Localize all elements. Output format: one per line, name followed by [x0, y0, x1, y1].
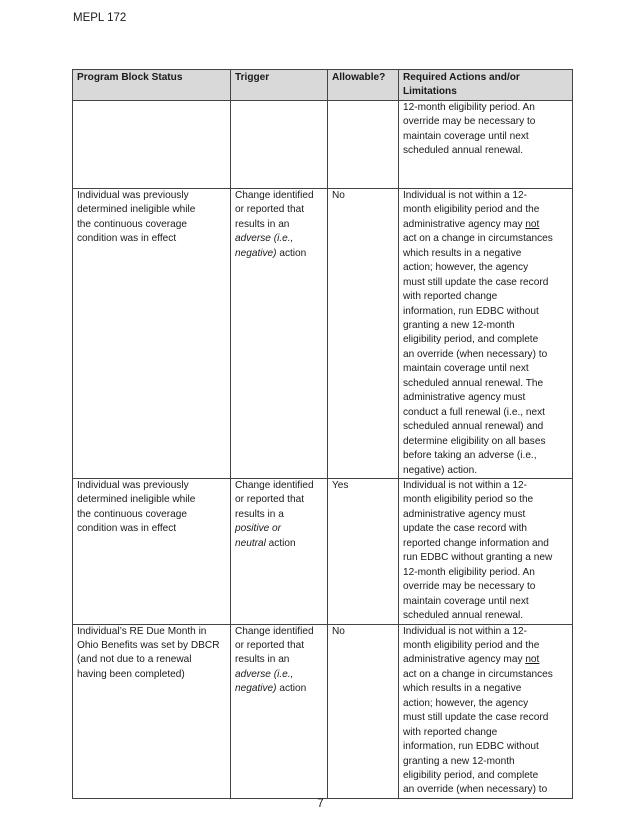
cell-trigger: [231, 100, 328, 188]
cell-allowable: [328, 100, 399, 188]
column-header-actions: Required Actions and/or Limitations: [399, 70, 573, 101]
cell-actions: [399, 188, 573, 478]
program-block-table: [72, 69, 573, 799]
cell-allowable: No: [328, 188, 399, 478]
cell-allowable: No: [328, 624, 399, 798]
column-header-status: Program Block Status: [73, 70, 231, 101]
trigger-emphasis: positive or neutral: [235, 523, 282, 549]
cell-status: Individual was previously determined ineligible while the continuous coverage condition was in effect: [73, 188, 231, 478]
trigger-text: Change identified or reported that results in an: [235, 625, 314, 666]
trigger-text-end: action: [276, 683, 307, 695]
cell-trigger: [231, 624, 328, 798]
table-header-row: [73, 70, 573, 101]
cell-trigger: [231, 188, 328, 478]
actions-underline: not: [525, 654, 540, 666]
actions-text-end: act on a change in circumstances which results in a negative action; however, the agency must still update the case record with reported change information, run EDBC without granting a new 12-month eligibility period, and complete an override (when necessary) to: [403, 668, 553, 796]
page-number: 7: [317, 798, 324, 810]
cell-trigger: [231, 478, 328, 624]
table-row: [73, 478, 573, 624]
trigger-text: Change identified or reported that results in a: [235, 479, 314, 520]
table-row: [73, 188, 573, 478]
cell-status: Individual was previously determined ineligible while the continuous coverage condition was in effect: [73, 478, 231, 624]
actions-text: 12-month eligibility period. An override may be necessary to maintain coverage until next scheduled annual renewal.: [403, 101, 536, 157]
table-row: [73, 100, 573, 188]
trigger-text-end: action: [265, 537, 296, 549]
column-header-trigger: Trigger: [231, 70, 328, 101]
trigger-text: Change identified or reported that results in an: [235, 189, 314, 230]
actions-text: Individual is not within a 12- month eligibility period and the administrative agency may: [403, 189, 540, 230]
cell-status: Individual’s RE Due Month in Ohio Benefits was set by DBCR (and not due to a renewal having been completed): [73, 624, 231, 798]
table-row: [73, 624, 573, 798]
cell-allowable: Yes: [328, 478, 399, 624]
actions-underline: not: [525, 218, 540, 230]
cell-actions: [399, 100, 573, 188]
cell-actions: [399, 478, 573, 624]
actions-text: Individual is not within a 12- month eligibility period and the administrative agency may: [403, 625, 540, 666]
trigger-emphasis: adverse (i.e., negative): [235, 668, 294, 695]
column-header-allowable: Allowable?: [328, 70, 399, 101]
trigger-emphasis: adverse (i.e., negative): [235, 233, 294, 259]
cell-actions: [399, 624, 573, 798]
cell-status: [73, 100, 231, 188]
actions-text-end: act on a change in circumstances which results in a negative action; however, the agency must still update the case record with reported change information, run EDBC without granting a new 12-month eligibility period, and complete an override (when necessary) to maintain coverage until next scheduled annual renewal. The administrative agency must conduct a full renewal (i.e., next scheduled annual renewal) and determine eligibility on all bases before taking an adverse (i.e., negative) action.: [403, 233, 553, 476]
trigger-text-end: action: [276, 247, 307, 259]
actions-text: Individual is not within a 12- month eligibility period so the administrative agency must update the case record with reported change information and run EDBC without granting a new 12-month eligibility period. An override may be necessary to maintain coverage until next scheduled annual renewal.: [403, 479, 553, 622]
document-id: MEPL 172: [73, 12, 127, 24]
